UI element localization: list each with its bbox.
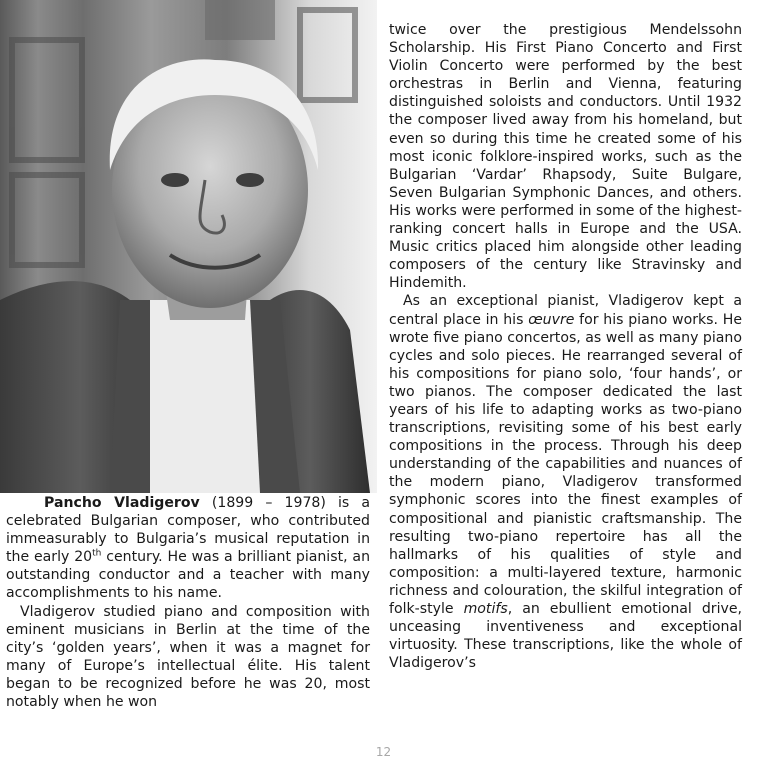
- composer-name: Pancho Vladigerov: [44, 495, 200, 511]
- pianist-text-a: As an exceptional pianist, Vladigerov kept a central place in his: [389, 293, 742, 328]
- intro-text-b: century. He was a brilliant pianist, an outstanding conductor and a teacher with many accomplishments to his name.: [6, 549, 371, 602]
- pianist-paragraph: [389, 292, 742, 672]
- left-text-column: [6, 494, 370, 711]
- page-number: 12: [375, 745, 392, 759]
- intro-text-a: (1899 – 1978) is a celebrated Bulgarian composer, who contributed immeasurably to Bulgaria’s musical reputation in the early 20: [6, 495, 371, 566]
- intro-paragraph: [6, 494, 370, 603]
- berlin-paragraph: Vladigerov studied piano and composition with eminent musicians in Berlin at the time of the city’s ‘golden years’, when it was a magnet for many of Europe’s intellectual élite. His talent began to be recognized before he was 20, most notably when he won: [6, 603, 370, 711]
- oeuvre-italic: œuvre: [528, 311, 575, 328]
- portrait-illustration: [0, 0, 377, 493]
- portrait-photo: [0, 0, 377, 493]
- century-superscript: th: [92, 548, 102, 559]
- pianist-text-b: for his piano works. He wrote five piano concertos, as well as many piano cycles and solo pieces. He rearranged several of his compositions for piano solo, ‘four hands’, or two pianos. The composer dedicated the last years of his life to adapting works as two-piano transcriptions, revisiting some of his best early compositions in the process. Through his deep understanding of the capabilities and nuances of the modern piano, Vladigerov transformed symphonic scores into the finest examples of compositional and pianistic craftsmanship. The resulting two-piano repertoire has all the hallmarks of his qualities of style and composition: a multi-layered texture, harmonic richness and colouration, the skilful integration of folk-style: [389, 311, 742, 617]
- scholarship-paragraph: twice over the prestigious Mendelssohn Scholarship. His First Piano Concerto and First Violin Concerto were performed by the best orchestras in Berlin and Vienna, featuring distinguished soloists and conductors. Until 1932 the composer lived away from his homeland, but even so during this time he created some of his most iconic folklore-inspired works, such as the Bulgarian ‘Vardar’ Rhapsody, Suite Bulgare, Seven Bulgarian Symphonic Dances, and others. His works were performed in some of the highest-ranking concert halls in Europe and the USA. Music critics placed him alongside other leading composers of the century like Stravinsky and Hindemith.: [389, 22, 742, 292]
- pianist-text-c: , an ebullient emotional drive, unceasing inventiveness and exceptional virtuosity. These transcriptions, like the whole of Vladigerov’s: [389, 601, 742, 672]
- motifs-italic: motifs: [463, 601, 508, 617]
- right-text-column: [389, 21, 742, 672]
